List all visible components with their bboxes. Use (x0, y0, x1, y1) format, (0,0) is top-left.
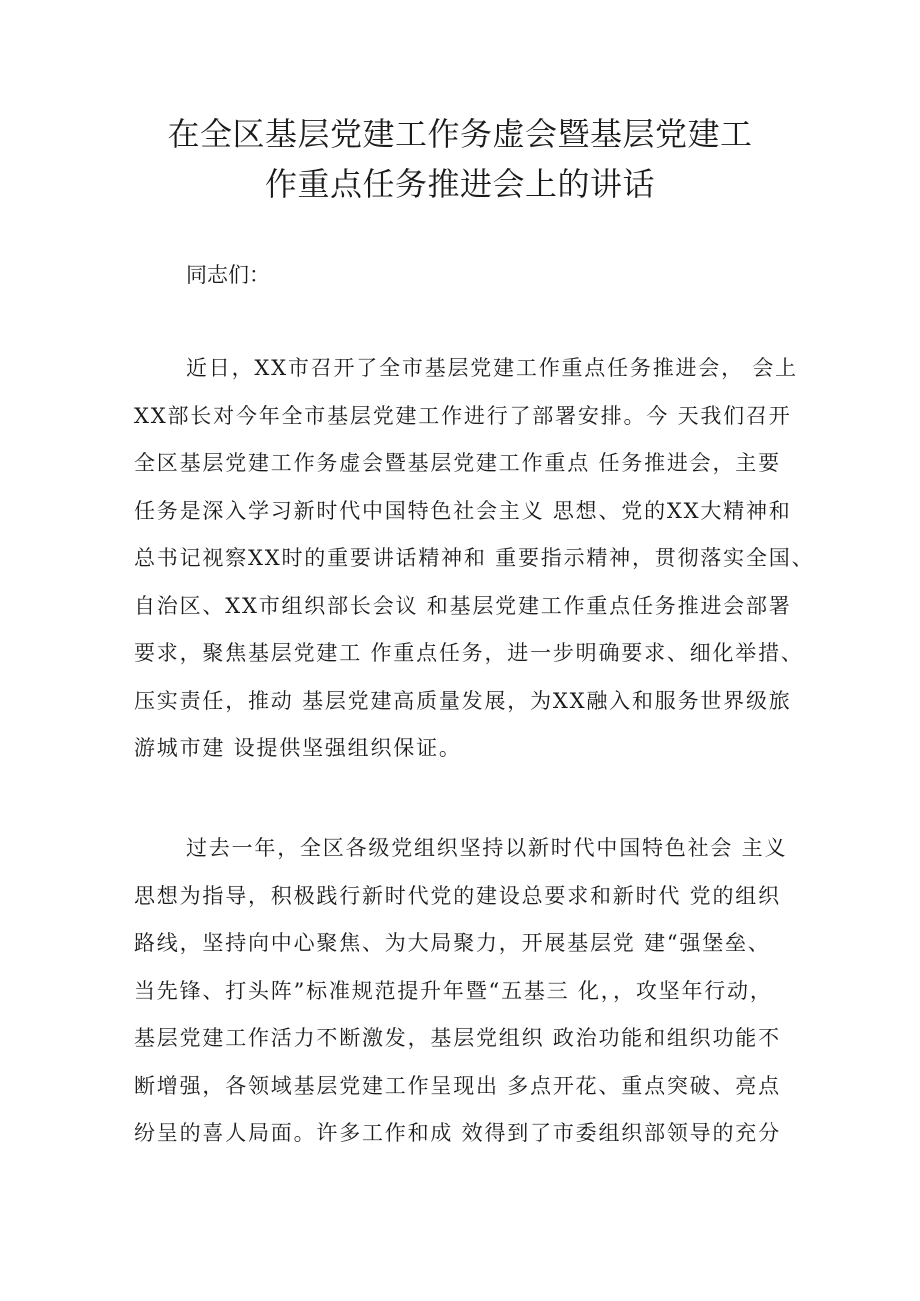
paragraph-line: 思想为指导，积极践行新时代党的建设总要求和新时代 党的组织 (134, 883, 781, 908)
paragraph-line: 总书记视察XX时的重要讲话精神和 重要指示精神，贯彻落实全国、 (134, 546, 815, 570)
document-title-line-1: 在全区基层党建工作务虚会暨基层党建工 (167, 115, 753, 153)
document-title-line-2: 作重点任务推进会上的讲话 (264, 165, 655, 203)
paragraph-1 (134, 345, 814, 773)
salutation: 同志们： (186, 263, 270, 287)
paragraph-line: 压实责任，推动 基层党建高质量发展，为XX融入和服务世界级旅 (134, 688, 792, 713)
paragraph-2 (134, 825, 814, 1158)
paragraph-line: 当先锋、打头阵”标准规范提升年暨“五基三 化，，攻坚年行动， (134, 978, 773, 1003)
paragraph-line: 要求，聚焦基层党建工 作重点任务，进一步明确要求、细化举措、 (134, 641, 804, 665)
paragraph-line: 路线，坚持向中心聚焦、为大局聚力，开展基层党 建“强堡垒、 (134, 931, 771, 955)
paragraph-line: 游城市建 设提供坚强组织保证。 (134, 736, 462, 760)
paragraph-line: 全区基层党建工作务虚会暨基层党建工作重点 任务推进会，主要 (134, 451, 781, 475)
paragraph-line: 近日，XX市召开了全市基层党建工作重点任务推进会， 会上 (186, 356, 798, 380)
paragraph-line: 过去一年，全区各级党组织坚持以新时代中国特色社会 主义 (186, 836, 788, 860)
paragraph-line: 断增强，各领域基层党建工作呈现出 多点开花、重点突破、亮点 (134, 1073, 781, 1098)
paragraph-line: 纷呈的喜人局面。许多工作和成 效得到了市委组织部领导的充分 (134, 1121, 781, 1145)
paragraph-line: 自治区、XX市组织部长会议 和基层党建工作重点任务推进会部署 (134, 593, 792, 618)
paragraph-line: XX部长对今年全市基层党建工作进行了部署安排。今 天我们召开 (134, 403, 792, 428)
paragraph-line: 基层党建工作活力不断激发，基层党组织 政治功能和组织功能不 (134, 1026, 781, 1050)
paragraph-line: 任务是深入学习新时代中国特色社会主义 思想、党的XX大精神和 (134, 498, 792, 523)
